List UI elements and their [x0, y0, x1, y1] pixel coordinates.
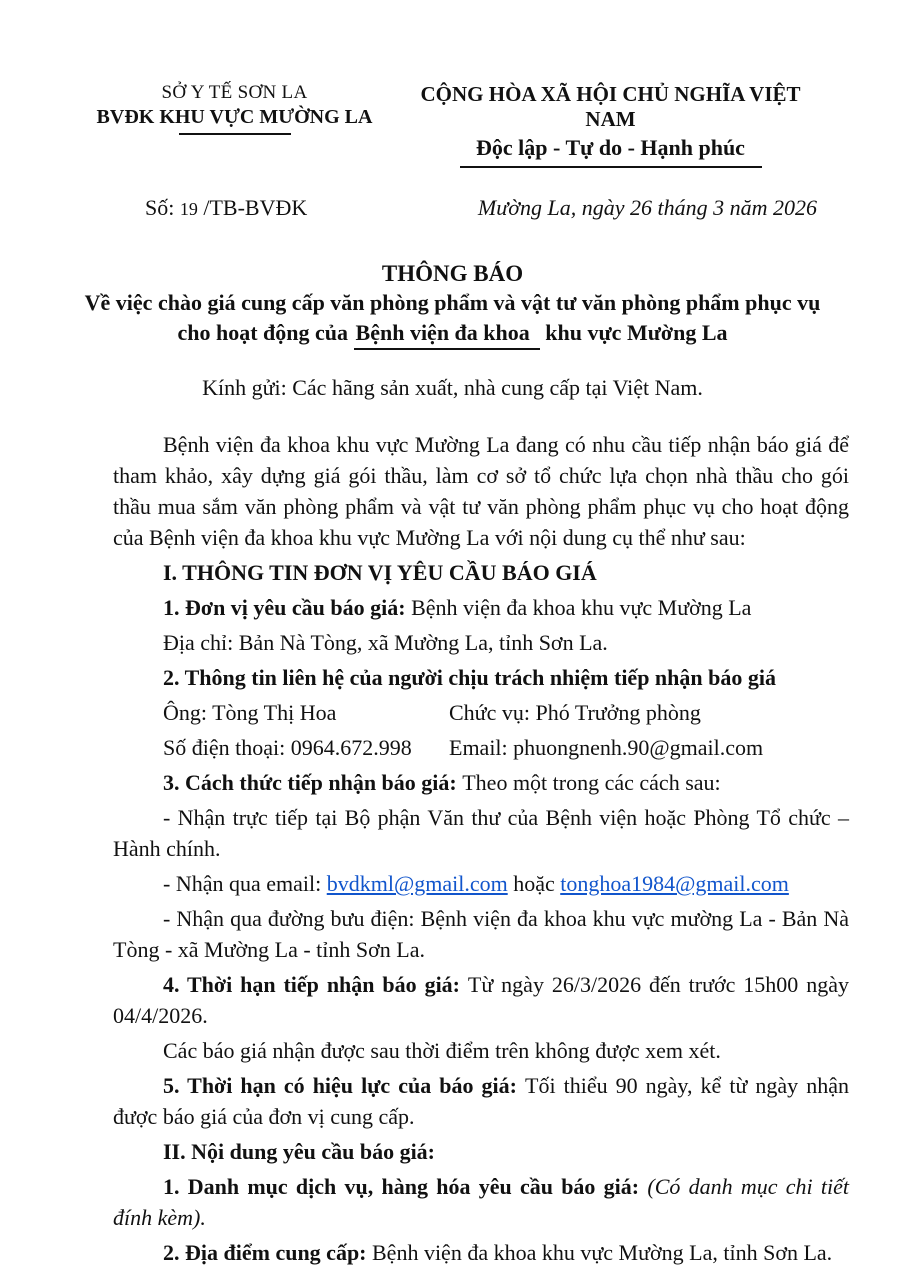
item-cach-thuc [113, 767, 849, 798]
text-run: - Nhận qua đường bưu điện: Bệnh viện đa khoa khu vực mường La - Bản Nà Tòng - xã Mường La - tỉnh Sơn La. [113, 906, 849, 962]
document-body [113, 429, 849, 1268]
org-name: BVĐK KHU VỰC MƯỜNG LA [96, 106, 373, 128]
text-run: Địa chỉ: Bản Nà Tòng, xã Mường La, tỉnh Sơn La. [163, 630, 608, 655]
item-thoi-han-tiep-nhan [113, 969, 849, 1031]
item-dia-diem [113, 1237, 849, 1268]
contact-row-name [113, 697, 849, 728]
document-subtitle [0, 288, 905, 350]
doc-number-value: 19 [179, 199, 198, 219]
text-run: Ông: Tòng Thị Hoa [163, 700, 337, 725]
address-line [113, 627, 849, 658]
document-title: THÔNG BÁO [381, 261, 524, 286]
national-motto: Độc lập - Tự do - Hạnh phúc [476, 135, 745, 160]
title-block [0, 261, 905, 401]
text-run: Bệnh viện đa khoa khu vực Mường La đang có nhu cầu tiếp nhận báo giá để tham khảo, xây dựng giá gói thầu, làm cơ sở tổ chức lựa chọn nhà thầu cho gói thầu mua sắm văn phòng phẩm và vật tư văn phòng phẩm phục vụ cho hoạt động của Bệnh viện đa khoa khu vực Mường La với nội dung cụ thể như sau: [113, 432, 849, 550]
text-run: 2. Thông tin liên hệ của người chịu trách nhiệm tiếp nhận báo giá [163, 665, 776, 690]
text-run: Bệnh viện đa khoa khu vực Mường La [411, 595, 752, 620]
subtitle-line2-suffix: khu vực Mường La [539, 320, 728, 345]
subtitle-underlined-text: Bệnh viện đa khoa [354, 321, 540, 350]
email-link[interactable]: bvdkml@gmail.com [326, 871, 508, 896]
method-post [113, 903, 849, 965]
item-thong-tin-lien-he [113, 662, 849, 693]
note-late-quotes [113, 1035, 849, 1066]
text-run: 1. Đơn vị yêu cầu báo giá: [163, 595, 412, 620]
text-run: (Có danh mục chi tiết đính kèm). [113, 1174, 849, 1230]
document-header [0, 0, 905, 168]
org-underline [179, 133, 291, 135]
national-title: CỘNG HÒA XÃ HỘI CHỦ NGHĨA VIỆT NAM [420, 82, 801, 131]
text-run: 2. Địa điểm cung cấp: [163, 1240, 372, 1265]
text-run: 1. Danh mục dịch vụ, hàng hóa yêu cầu báo giá: [163, 1174, 648, 1199]
text-run: Chức vụ: Phó Trưởng phòng [449, 700, 701, 725]
item-danh-muc [113, 1171, 849, 1233]
text-run: hoặc [507, 871, 561, 896]
text-run: Từ ngày 26/3/2026 đến trước 15h00 ngày 04/4/2026. [113, 972, 849, 1028]
doc-number-suffix: /TB-BVĐK [203, 195, 308, 220]
item-hieu-luc [113, 1070, 849, 1132]
method-email [113, 868, 849, 899]
text-run: Bệnh viện đa khoa khu vực Mường La, tỉnh Sơn La. [372, 1240, 833, 1265]
org-parent-name: SỞ Y TẾ SƠN LA [161, 82, 308, 103]
contact-row-phone-email [113, 732, 849, 763]
number-date-row [0, 195, 905, 221]
email-link[interactable]: tonghoa1984@gmail.com [560, 871, 789, 896]
section-heading-2 [113, 1136, 849, 1167]
document-number [145, 195, 307, 221]
method-direct [113, 802, 849, 864]
text-run: Theo một trong các cách sau: [462, 770, 721, 795]
issuing-org-block [82, 82, 387, 168]
text-run: Số điện thoại: 0964.672.998 [163, 735, 412, 760]
subtitle-line2-prefix: cho hoạt động của [177, 320, 354, 345]
contact-field [449, 732, 763, 763]
place-date-line: Mường La, ngày 26 tháng 3 năm 2026 [477, 195, 817, 220]
text-run: I. THÔNG TIN ĐƠN VỊ YÊU CẦU BÁO GIÁ [163, 560, 597, 585]
section-heading-1 [113, 557, 849, 588]
text-run: 5. Thời hạn có hiệu lực của báo giá: [163, 1073, 525, 1098]
contact-field [449, 697, 701, 728]
text-run: 4. Thời hạn tiếp nhận báo giá: [163, 972, 468, 997]
contact-field [163, 697, 449, 728]
text-run: Các báo giá nhận được sau thời điểm trên không được xem xét. [163, 1038, 721, 1063]
salutation-line: Kính gửi: Các hãng sản xuất, nhà cung cấp tại Việt Nam. [202, 375, 703, 400]
text-run: Tối thiểu 90 ngày, kể từ ngày nhận được báo giá của đơn vị cung cấp. [113, 1073, 849, 1129]
subtitle-line1: Về việc chào giá cung cấp văn phòng phẩm và vật tư văn phòng phẩm phục vụ [84, 290, 821, 315]
intro-paragraph [113, 429, 849, 553]
item-don-vi-yeu-cau [113, 592, 849, 623]
text-run: 3. Cách thức tiếp nhận báo giá: [163, 770, 463, 795]
contact-field [163, 732, 449, 763]
motto-underline [460, 166, 762, 168]
text-run: - Nhận trực tiếp tại Bộ phận Văn thư của Bệnh viện hoặc Phòng Tổ chức – Hành chính. [113, 805, 849, 861]
doc-number-prefix: Số: [145, 195, 175, 220]
text-run: Email: phuongnenh.90@gmail.com [449, 735, 764, 760]
text-run: - Nhận qua email: [163, 871, 327, 896]
national-header-block [393, 82, 828, 168]
text-run: II. Nội dung yêu cầu báo giá: [163, 1139, 436, 1164]
